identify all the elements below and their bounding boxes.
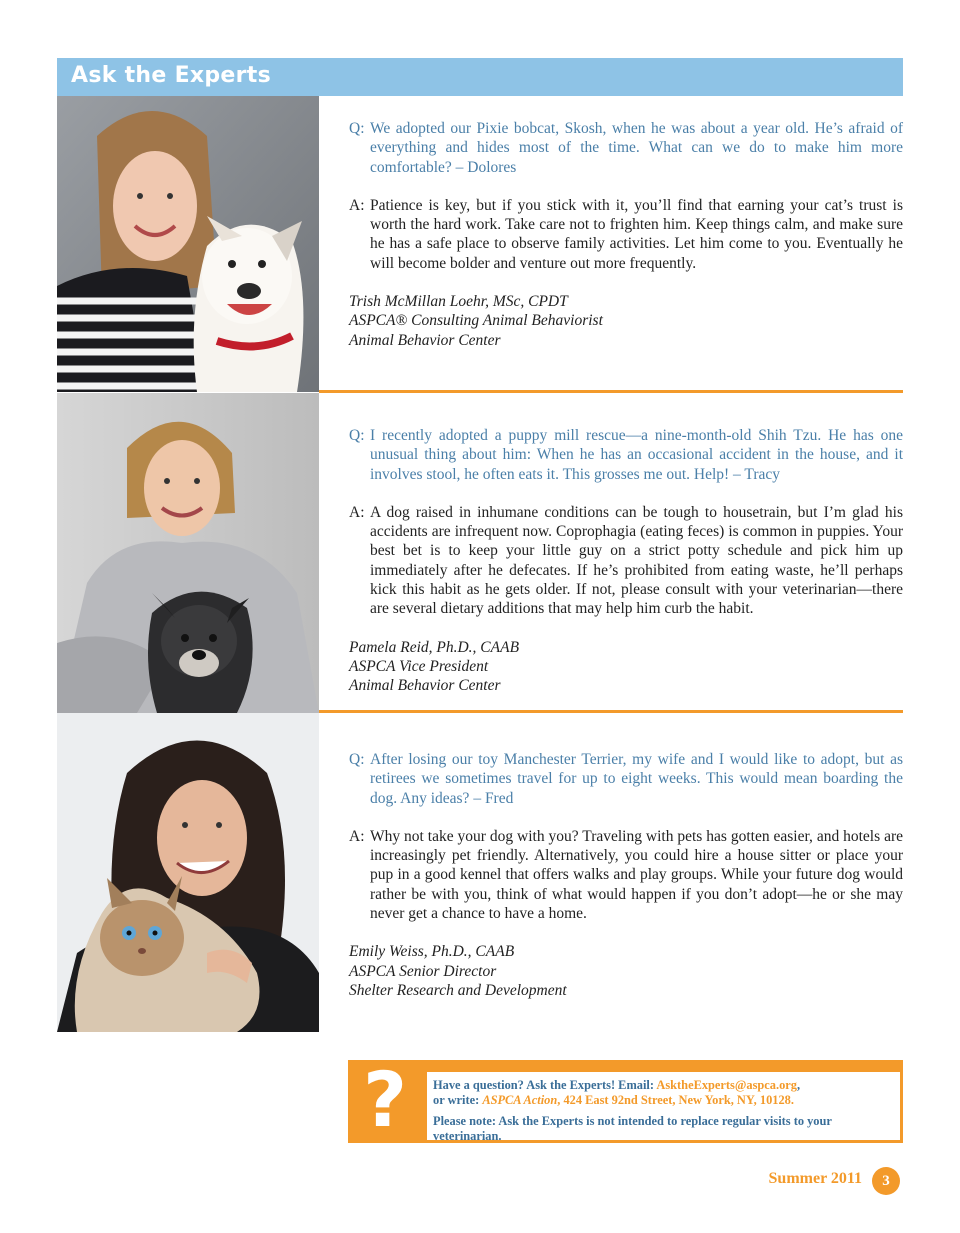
answer-label: A: — [349, 503, 365, 521]
expert-department: Animal Behavior Center — [349, 677, 501, 695]
qa-block-1 — [349, 119, 903, 350]
section-header — [57, 58, 903, 96]
callout-text-box — [427, 1072, 900, 1143]
expert-name: Trish McMillan Loehr, MSc, CPDT — [349, 293, 568, 311]
expert-department: Animal Behavior Center — [349, 331, 501, 349]
callout-line-2: or write: ASPCA Action, 424 East 92nd Street, New York, NY, 10128. — [433, 1093, 794, 1107]
question-text: Q: I recently adopted a puppy mill rescue—a nine-month-old Shih Tzu. He has one unusual thing about him: When he has an occasional accident in the house, and it involves stool, he often eats it. This grosses me out. Help! – Tracy — [349, 427, 903, 483]
expert-title: ASPCA Senior Director — [349, 962, 497, 980]
expert-photo-3 — [57, 713, 319, 1032]
answer-text: A: Patience is key, but if you stick with it, you’ll find that earning your cat’s trust is worth the hard work. Take care not to frighten him. Keep things calm, and make sure he has a safe place to observe family activities. Let him come to you. Eventually he will become bolder and venture out more frequently. — [349, 196, 903, 272]
expert-entry-1 — [57, 96, 903, 393]
answer-text: A: Why not take your dog with you? Traveling with pets has gotten easier, and hotels are increasingly pet friendly. Alternatively, you could hire a house sitter or place your pup in a good kennel that offers walks and play groups. While your future dog would rather be with you, think of what would happen if you don’t adopt—he or she may never get a chance to have a home. — [349, 827, 903, 923]
expert-title: ASPCA Vice President — [349, 657, 489, 675]
expert-title: ASPCA® Consulting Animal Behaviorist — [349, 312, 603, 330]
expert-photo-2 — [57, 393, 319, 713]
expert-entry-2 — [57, 393, 903, 713]
qa-block-2 — [349, 426, 903, 696]
expert-name: Pamela Reid, Ph.D., CAAB — [349, 638, 520, 656]
page-title: Ask the Experts — [71, 63, 272, 88]
page-number-badge: 3 — [872, 1167, 900, 1195]
expert-department: Shelter Research and Development — [349, 981, 567, 999]
answer-label: A: — [349, 196, 365, 214]
expert-signature — [349, 638, 903, 696]
expert-signature — [349, 942, 903, 1000]
issue-label: Summer 2011 — [768, 1170, 862, 1187]
expert-name: Emily Weiss, Ph.D., CAAB — [349, 943, 515, 961]
answer-label: A: — [349, 827, 365, 845]
question-label: Q: — [349, 751, 365, 768]
woman-with-dog-photo — [57, 393, 319, 713]
answer-text: A: A dog raised in inhumane conditions can be tough to housetrain, but I’m glad his accidents are infrequent now. Coprophagia (eating feces) is common in puppies. Your best bet is to keep your little guy on a strict potty schedule and pick him up immediately after he defecates. If he’s prohibited from eating waste, he’ll perhaps kick this habit as he gets older. If not, please consult with your veterinarian—there are several dietary additions that may help him curb the habit. — [349, 503, 903, 618]
disclaimer-note: Please note: Ask the Experts is not intended to replace regular visits to your veterinarian. — [433, 1114, 832, 1143]
woman-with-cat-photo — [57, 713, 319, 1032]
woman-with-dog-photo — [57, 96, 319, 392]
question-text: Q: We adopted our Pixie bobcat, Skosh, when he was about a year old. He’s afraid of everything and hides most of the time. What can we do to make him more comfortable? – Dolores — [349, 120, 903, 176]
expert-photo-1 — [57, 96, 319, 392]
question-text: Q: After losing our toy Manchester Terrier, my wife and I would like to adopt, but as retirees we sometimes travel for up to eight weeks. This would mean boarding the dog. Any ideas? – Fred — [349, 751, 903, 807]
ask-callout — [348, 1055, 903, 1144]
mailing-address: , 424 East 92nd Street, New York, NY, 10128. — [557, 1093, 794, 1107]
qa-block-3 — [349, 750, 903, 1000]
expert-signature — [349, 292, 903, 350]
callout-line-1: Have a question? Ask the Experts! Email: AsktheExperts@aspca.org, — [433, 1078, 801, 1092]
question-mark-icon: ? — [363, 1055, 408, 1144]
question-label: Q: — [349, 427, 365, 444]
contact-email-link[interactable]: AsktheExperts@aspca.org — [656, 1078, 797, 1092]
publication-name: ASPCA Action — [482, 1093, 558, 1107]
expert-entry-3 — [57, 713, 903, 1033]
question-label: Q: — [349, 120, 365, 137]
